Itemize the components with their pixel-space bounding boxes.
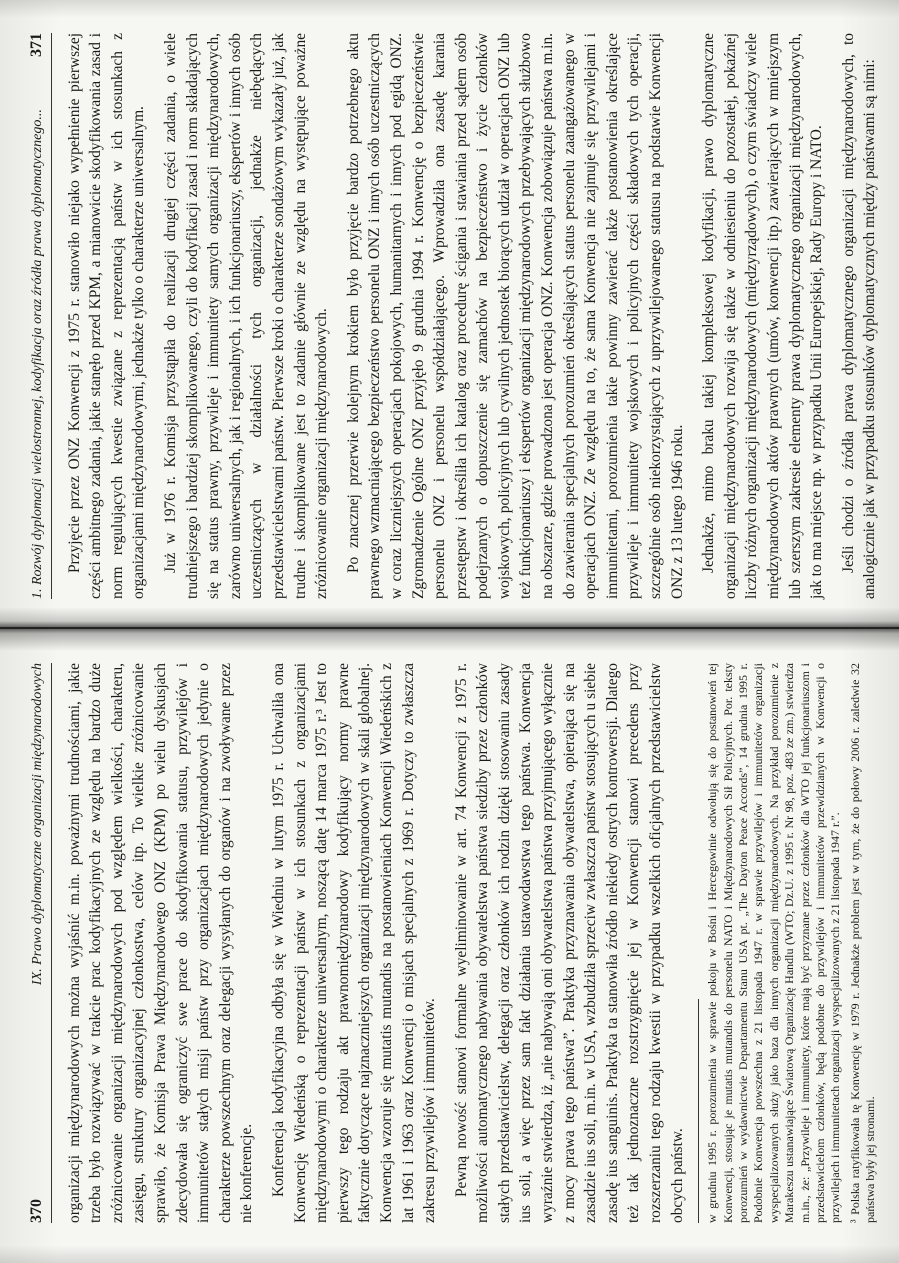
- footnotes: [705, 663, 878, 1223]
- book-gutter-line: [0, 627, 899, 629]
- page-edge-shadow: [0, 0, 899, 18]
- right-page-number: 371: [28, 33, 45, 57]
- body-paragraph: organizacji międzynarodowych można wyjaśnić m.in. poważnymi trudnościami, jakie trzeba było rozwiązywać w trakcie prac kodyfikacyjnych ze względu na bardzo duże zróżnicowanie organizacji międzynarodowych pod względem wielkości, charakteru, zasięgu, struktury organizacyjnej członkostwa, celów itp. To wielkie zróżnicowanie sprawiło, że Komisja Prawa Międzynarodowego ONZ (KPM) po wielu dyskusjach zdecydowała się ograniczyć swe prace do skodyfikowania statusu, przywilejów i immunitetów stałych misji państw przy organizacjach międzynarodowych jedynie o charakterze powszechnym oraz delegacji wysyłanych do organów i na zwoływane przez nie konferencje.: [65, 663, 256, 1223]
- right-page: [26, 33, 879, 599]
- left-running-title: IX. Prawo dyplomatyczne organizacji międzynarodowych: [30, 663, 45, 986]
- right-running-head: [26, 33, 52, 599]
- body-paragraph: Jeśli chodzi o źródła prawa dyplomatycznego organizacji międzynarodowych, to analogicznie jak w przypadku stosunków dyplomatycznych między państwami są nimi:: [839, 33, 879, 599]
- left-page: [26, 663, 878, 1223]
- footnote: ³ Polska ratyfikowała tę Konwencję w 1979 r. Jednakże problem jest w tym, że do połowy 2006 r. zaledwie 32 państwa były jej stronami.: [847, 663, 878, 1223]
- body-paragraph: Przyjęcie przez ONZ Konwencji z 1975 r. stanowiło niejako wypełnienie pierwszej części ambitnego zadania, jakie stanęło przed KPM, a mianowicie skodyfikowania zasad i norm regulujących kwestie związane z reprezentacją państw w ich stosunkach z organizacjami międzynarodowymi, jednakże tylko o charakterze uniwersalnym.: [65, 33, 148, 599]
- body-paragraph: Już w 1976 r. Komisja przystąpiła do realizacji drugiej części zadania, o wiele trudniejszego i bardziej skomplikowanego, czyli do kodyfikacji zasad i norm składających się na status prawny, przywileje i immunitety samych organizacji międzynarodowych, zarówno uniwersalnych, jak i regionalnych, i ich funkcjonariuszy, ekspertów i innych osób uczestniczących w działalności tych organizacji, jednakże niebędących przedstawicielstwami państw. Pierwsze kroki o charakterze sondażowym wykazały już, jak trudne i skomplikowane jest to zadanie głównie ze względu na występujące poważne zróżnicowanie organizacji międzynarodowych.: [161, 33, 331, 599]
- body-paragraph: Konferencja kodyfikacyjna odbyła się w Wiedniu w lutym 1975 r. Uchwaliła ona Konwencję Wiedeńską o reprezentacji państw w ich stosunkach z organizacjami międzynarodowymi o charakterze uniwersalnym, noszącą datę 14 marca 1975 r.³ Jest to pierwszy tego rodzaju akt prawnomiędzynarodowy kodyfikujący normy prawne faktycznie dotyczące najznaczniejszych organizacji międzynarodowych w skali globalnej. Konwencja wzoruje się mutatis mutandis na postanowieniach Konwencji Wiedeńskich z lat 1961 i 1963 oraz Konwencji o misjach specjalnych z 1969 r. Dotyczy to zwłaszcza zakresu przywilejów i immunitetów.: [269, 663, 439, 1223]
- body-paragraph: Po znacznej przerwie kolejnym krokiem było przyjęcie bardzo potrzebnego aktu prawnego wzmacniającego bezpieczeństwo personelu ONZ i innych osób uczestniczących w coraz liczniejszych operacjach pokojowych, humanitarnych i innych pod egidą ONZ. Zgromadzenie Ogólne ONZ przyjęło 9 grudnia 1994 r. Konwencję o bezpieczeństwie personelu ONZ i personelu współdziałającego. Wprowadziła ona zasadę karania przestępstw i określiła ich katalog oraz procedurę ścigania i stawiania przed sądem osób podejrzanych o dopuszczenie się zamachów na bezpieczeństwo i życie członków wojskowych, policyjnych lub cywilnych jednostek biorących udział w operacjach ONZ lub też funkcjonariuszy i ekspertów organizacji międzynarodowych przebywających służbowo na obszarze, gdzie prowadzona jest operacja ONZ. Konwencja zobowiązuje państwa m.in. do zawierania specjalnych porozumień określających status personelu zaangażowanego w operacjach ONZ. Ze względu na to, że sama Konwencja nie zajmuje się przywilejami i immunitetami, porozumienia takie powinny zawierać także postanowienia określające przywileje i immunitety wojskowych i policyjnych części składowych tych operacji, szczególnie osób niekorzystających z uprzywilejowanego statusu na podstawie Konwencji ONZ z 13 lutego 1946 roku.: [344, 33, 686, 599]
- left-page-number: 370: [28, 1199, 45, 1223]
- book-gutter-shadow: [0, 607, 899, 651]
- footnote-rule: [698, 999, 705, 1223]
- page-edge-shadow: [0, 1245, 899, 1263]
- body-paragraph: Pewną nowość stanowi formalne wyeliminowanie w art. 74 Konwencji z 1975 r. możliwości automatycznego nabywania obywatelstwa państwa siedziby przez członków stałych przedstawicielstw, delegacji oraz członków ich rodzin dzięki stosowaniu zasady ius soli, a więc przez sam fakt działania ustawodawstwa tego państwa. Konwencja wyraźnie stwierdza, iż „nie nabywają oni obywatelstwa państwa przyjmującego wyłącznie z mocy prawa tego państwa”. Praktyka przyznawania obywatelstwa, opierająca się na zasadzie ius soli, m.in. w USA, wzbudziła sprzeciw zwłaszcza państw stosujących u siebie zasadę ius sanguinis. Praktyka ta stanowiła źródło niekiedy ostrych kontrowersji. Dlatego też tak jednoznaczne rozstrzygnięcie jej w Konwencji stanowi precedens przy rozszerzaniu tego rodzaju kwestii w przypadku wszelkich oficjalnych przedstawicielstw obcych państw.: [452, 663, 686, 1223]
- body-paragraph: Jednakże, mimo braku takiej kompleksowej kodyfikacji, prawo dyplomatyczne organizacji międzynarodowych rozwija się także w odniesieniu do pozostałej, pokaźnej liczby różnych organizacji międzynarodowych (międzyrządowych), o czym świadczy wiele międzynarodowych aktów prawnych (umów, konwencji itp.) zawierających w mniejszym lub szerszym zakresie elementy prawa dyplomatycznego organizacji międzynarodowych, jak to ma miejsce np. w przypadku Unii Europejskiej, Rady Europy i NATO.: [700, 33, 826, 599]
- right-running-title: 1. Rozwój dyplomacji wielostronnej, kodyfikacja oraz źródła prawa dyplomatycznego...: [30, 109, 45, 599]
- left-running-head: [26, 663, 52, 1223]
- footnote: w grudniu 1995 r. porozumienia w sprawie pokoju w Bośni i Hercegowinie odwołują się do postanowień tej Konwencji, stosując je mutatis mutandis do personelu NATO i Międzynarodowych Sił Policyjnych. Por. teksty porozumień w wydawnictwie Departamentu Stanu USA pt. „The Dayton Peace Accords”, 14 grudnia 1995 r. Podobnie Konwencja powszechna z 21 listopada 1947 r. w sprawie przywilejów i immunitetów organizacji wyspecjalizowanych służy jako baza dla innych organizacji międzynarodowych. Na przykład porozumienie z Marakeszu ustanawiające Światową Organizację Handlu (WTO; Dz.U. z 1995 r. Nr 98, poz. 483 ze zm.) stwierdza m.in., że: „Przywileje i immunitety, które mają być przyznane przez członków dla WTO jej funkcjonariuszom i przedstawicielom członków, będą podobne do przywilejów i immunitetów przewidzianych w Konwencji o przywilejach i immunitetach organizacji wyspecjalizowanych z 21 listopada 1947 r.”.: [705, 663, 843, 1223]
